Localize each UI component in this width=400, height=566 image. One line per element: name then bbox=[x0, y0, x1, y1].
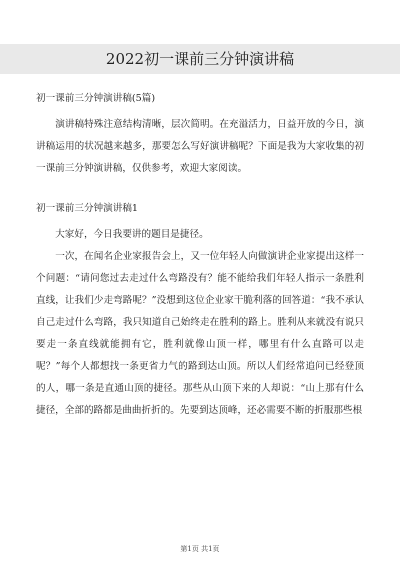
page-number: 第1页 共1页 bbox=[180, 545, 220, 553]
section-title: 初一课前三分钟演讲稿1 bbox=[36, 203, 139, 214]
page-footer bbox=[0, 544, 400, 554]
intro-paragraph: 演讲稿特殊注意结构清晰，层次简明。在充溢活力，日益开放的今日，演讲稿运用的状况越来越多，那要怎么写好演讲稿呢？下面是我为大家收集的初一课前三分钟演讲稿，仅供参考，欢迎大家阅读。 bbox=[36, 119, 364, 174]
body-paragraph-2: 一次，在闻名企业家报告会上，又一位年轻人向做演讲企业家提出这样一个问题：“请问您过去走过什么弯路没有？能不能给我们年轻人指示一条胜利直线，让我们少走弯路呢？”没想到这位企业家干脆利落的回答道：“我不承认自己走过什么弯路，我只知道自己始终走在胜利的路上。胜利从来就没有说只要走一条直线就能拥有它，胜利就像山顶一样，哪里有什么直路可以走呢？”每个人都想找一条更省力气的路到达山顶。所以人们经常追问已经登顶的人，哪一条是直通山顶的捷径。那些从山顶下来的人却说：“山上那有什么捷径，全部的路都是曲曲折折的。先要到达顶峰，还必需要不断的折服那些根 bbox=[36, 251, 364, 416]
document-title: 2022初一课前三分钟演讲稿 bbox=[105, 50, 295, 68]
document-subtitle: 初一课前三分钟演讲稿(5篇) bbox=[36, 93, 156, 104]
document-body bbox=[36, 88, 364, 422]
body-paragraph-1: 大家好，今日我要讲的题目是捷径。 bbox=[55, 229, 209, 240]
document-title-banner bbox=[0, 44, 400, 74]
